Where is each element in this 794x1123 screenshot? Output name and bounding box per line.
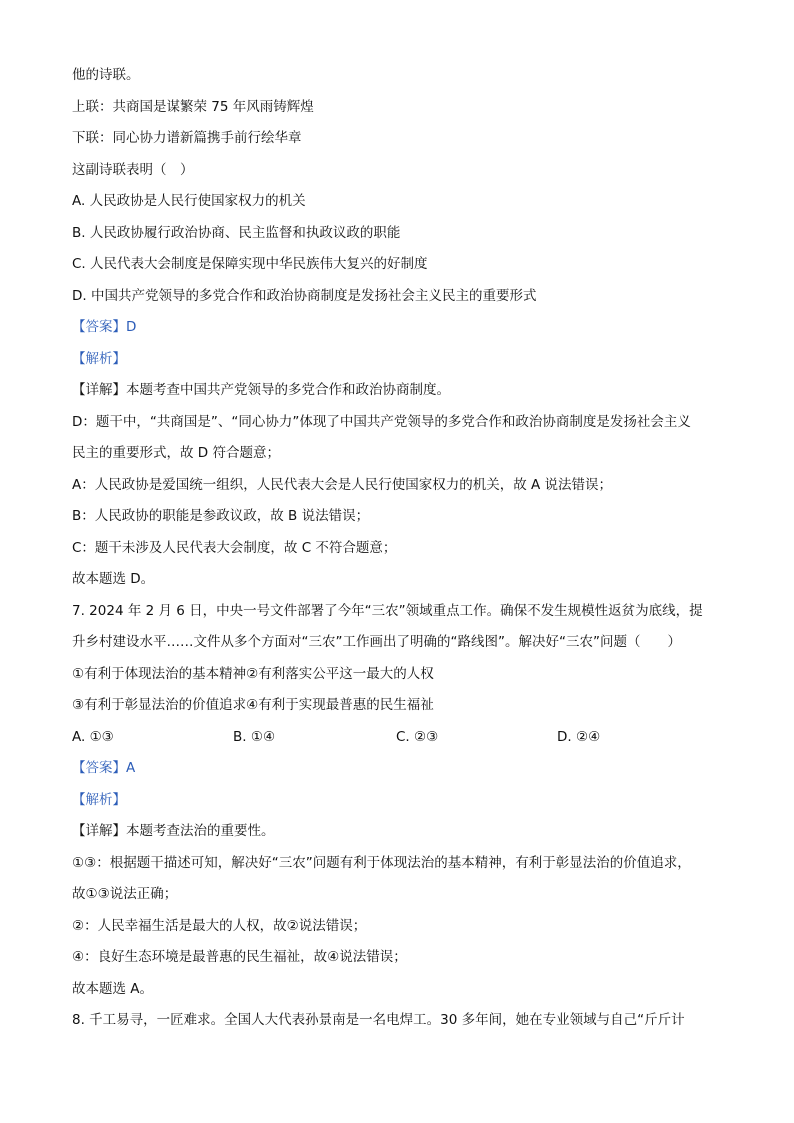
conclusion-text: 故本题选 D。 [72, 571, 155, 587]
analysis-label: 【解析】 [72, 792, 126, 808]
question-8-text: 8. 千工易寻，一匠难求。全国人大代表孙景南是一名电焊工。30 多年间，她在专业领域与自己“斤斤计 [72, 1012, 685, 1028]
explanation-text: D：题干中，“共商国是”、“同心协力”体现了中国共产党领导的多党合作和政治协商制度是发扬社会主义 [72, 414, 691, 430]
answer-label: 【答案】A [72, 760, 136, 776]
explanation-text: ④：良好生态环境是最普惠的民生福祉，故④说法错误； [72, 949, 407, 965]
question-stem: 这副诗联表明（ ） [72, 162, 194, 178]
statement-line: ①有利于体现法治的基本精神②有利落实公平这一最大的人权 [72, 666, 434, 682]
explanation-text: 民主的重要形式，故 D 符合题意； [72, 445, 280, 461]
choice-b: B. ①④ [233, 729, 276, 745]
text-line: 他的诗联。 [72, 67, 140, 83]
explanation-text: B：人民政协的职能是参政议政，故 B 说法错误； [72, 508, 370, 524]
option-c: C. 人民代表大会制度是保障实现中华民族伟大复兴的好制度 [72, 256, 428, 272]
analysis-label: 【解析】 [72, 351, 126, 367]
choice-d: D. ②④ [557, 729, 601, 745]
explanation-text: ①③：根据题干描述可知，解决好“三农”问题有利于体现法治的基本精神，有利于彰显法治的价值追求， [72, 855, 691, 871]
answer-label: 【答案】D [72, 319, 137, 335]
explanation-text: 故①③说法正确； [72, 886, 178, 902]
option-b: B. 人民政协履行政治协商、民主监督和执政议政的职能 [72, 225, 401, 241]
option-d: D. 中国共产党领导的多党合作和政治协商制度是发扬社会主义民主的重要形式 [72, 288, 537, 304]
statement-line: ③有利于彰显法治的价值追求④有利于实现最普惠的民生福祉 [72, 697, 434, 713]
text-line: 上联：共商国是谋繁荣 75 年风雨铸辉煌 [72, 99, 314, 115]
choice-c: C. ②③ [396, 729, 439, 745]
explanation-text: 【详解】本题考查法治的重要性。 [72, 823, 275, 839]
explanation-text: ②：人民幸福生活是最大的人权，故②说法错误； [72, 918, 367, 934]
question-7-text: 升乡村建设水平……文件从多个方面对“三农”工作画出了明确的“路线图”。解决好“三农”问题（ ） [72, 634, 681, 650]
choice-a: A. ①③ [72, 729, 114, 745]
explanation-text: C：题干未涉及人民代表大会制度，故 C 不符合题意； [72, 540, 397, 556]
option-a: A. 人民政协是人民行使国家权力的机关 [72, 193, 306, 209]
question-7-text: 7. 2024 年 2 月 6 日，中央一号文件部署了今年“三农”领域重点工作。确保不发生规模性返贫为底线，提 [72, 603, 703, 619]
conclusion-text: 故本题选 A。 [72, 981, 154, 997]
explanation-text: A：人民政协是爱国统一组织，人民代表大会是人民行使国家权力的机关，故 A 说法错误； [72, 477, 613, 493]
explanation-text: 【详解】本题考查中国共产党领导的多党合作和政治协商制度。 [72, 382, 450, 398]
text-line: 下联：同心协力谱新篇携手前行绘华章 [72, 130, 302, 146]
